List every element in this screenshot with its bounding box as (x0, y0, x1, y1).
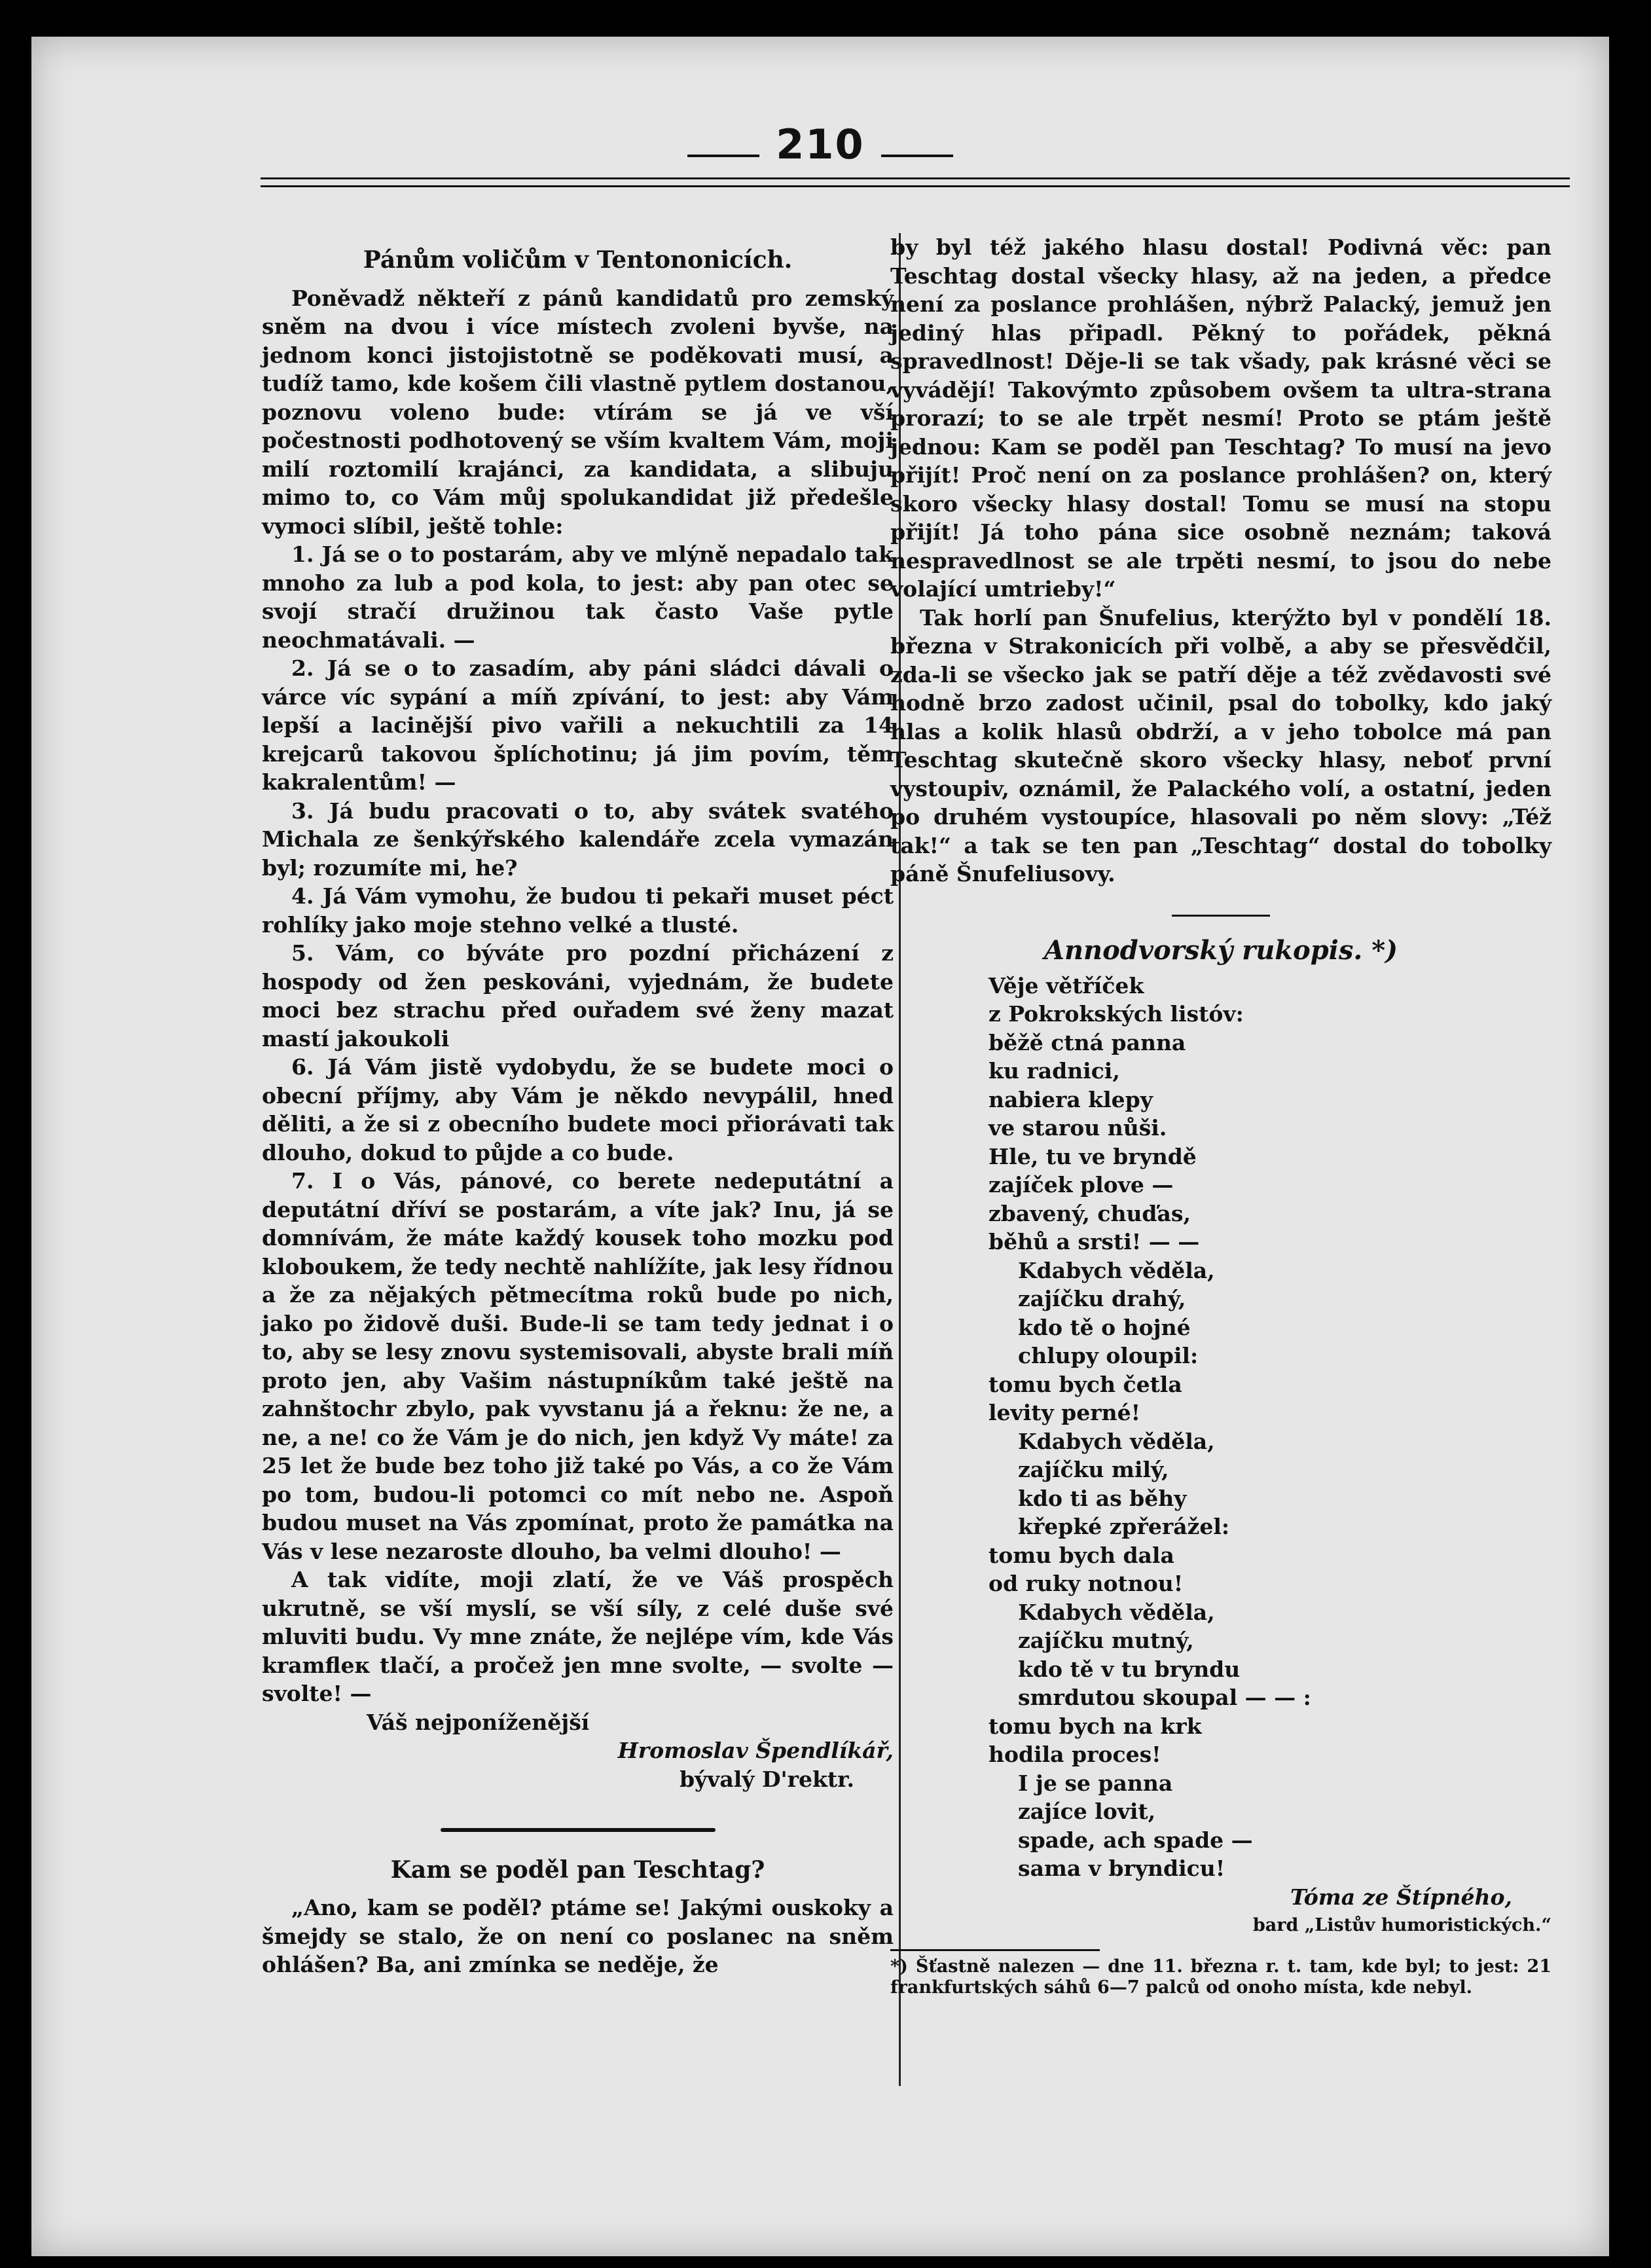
poem-line: ku radnici, (989, 1058, 1120, 1084)
signature-name: Hromoslav Špendlíkář, (617, 1738, 894, 1763)
poem-line: tomu bych na krk (989, 1713, 1202, 1739)
poem-line: z Pokrokských listóv: (989, 1001, 1244, 1027)
small-ornament (890, 895, 1551, 924)
poem-line: tomu bych dala (989, 1542, 1174, 1568)
poem-line: zajíček plove — (989, 1172, 1174, 1198)
poem-line: levity perné! (989, 1400, 1141, 1425)
list-item: 7. I o Vás, pánové, co berete nedeputátní a deputátní dříví se postarám, a víte jak? Inu, já se domnívám, že máte každý kousek toho mozku pod kloboukem, že tedy nechtě nahlížíte, jak lesy řídnou a že za nějakých pětmecítma roků bude po nich, jako po židově duši. Bude-li se tam tedy jednat i o to, aby se lesy znovu systemisovali, abyste brali míň proto jen, aby Vašim nástupníkům také ještě na zahnštochr zbylo, pak vyvstanu já a řeknu: že ne, a ne, a ne! co že Vám je do nich, jen když Vy máte! za 25 let že bude bez toho již také po Vás, a co že Vám po tom, budou-li potomci co mít nebo ne. Aspoň budou muset na Vás zpomínat, proto že památka na Vás v lese nezaroste dlouho, ba velmi dlouho! — (262, 1168, 894, 1564)
left-column (262, 233, 894, 1979)
poem-title: Annodvorský rukopis. *) (1043, 935, 1398, 966)
newspaper-page (31, 37, 1609, 2256)
header-dash-left (687, 155, 759, 157)
poem-signature: Tóma ze Štípného, (1290, 1884, 1512, 1910)
header-dash-right (881, 155, 953, 157)
poem-line: Věje větříček (989, 972, 1144, 998)
poem-line: smrdutou skoupal — — : (1018, 1685, 1311, 1710)
list-item: 3. Já budu pracovati o to, aby svátek svatého Michala ze šenkýřského kalendáře zcela vymazán byl; rozumíte mi, he? (262, 797, 894, 881)
header-rule (261, 177, 1570, 187)
footnote: *) Šťastně nalezen — dne 11. března r. t. tam, kde byl; to jest: 21 frankfurtských sáhů 6—7 palců od onoho místa, kde nebyl. (890, 1956, 1551, 1998)
poem-signature-title: bard „Listův humoristických.“ (1252, 1915, 1551, 1935)
poem-line: zajíčku milý, (1018, 1457, 1169, 1482)
list-item: 5. Vám, co býváte pro pozdní přicházení z hospody od žen peskováni, vyjednám, že budete moci bez strachu před ouřadem své ženy mazat mastí jakoukoli (262, 940, 894, 1052)
poem-line: zajíčku mutný, (1018, 1628, 1194, 1653)
poem-line: zajíce lovit, (1018, 1799, 1156, 1824)
page-header (31, 109, 1609, 181)
list-item: 6. Já Vám jistě vydobydu, že se budete moci o obecní příjmy, aby Vám je někdo nevypálil, hned děliti, a že si z obecního budete moci přiorávati tak dlouho, dokud to půjde a co bude. (262, 1054, 894, 1165)
page-number: 210 (776, 120, 865, 168)
paragraph: A tak vidíte, moji zlatí, že ve Váš prospěch ukrutně, se vší myslí, se vší síly, z celé duše své mluviti budu. Vy mne znáte, že nejlépe vím, kde Vás kramfleк tlačí, a pročež jen mne svolte, — svolte — svolte! — (262, 1567, 894, 1706)
poem-line: kdo tě o hojné (1018, 1314, 1191, 1340)
poem-line: zbavený, chuďas, (989, 1200, 1191, 1226)
paragraph: „Ano, kam se poděl? ptáme se! Jakými ouskoky a šmejdy se stalo, že on není co poslanec na sněm ohlášen? Ba, ani zmínka se neděje, že (262, 1895, 894, 1977)
poem (989, 972, 1551, 1883)
poem-line: kdo tě v tu bryndu (1018, 1656, 1241, 1682)
poem-line: kdo ti as běhy (1018, 1485, 1187, 1511)
article-title-voters: Pánům voličům v Tentononicích. (363, 246, 793, 274)
poem-line: Hle, tu ve bryndě (989, 1143, 1197, 1169)
poem-line: běhů a srsti! — — (989, 1229, 1200, 1254)
footnote-rule (890, 1949, 1100, 1951)
paragraph: Poněvadž někteří z pánů kandidatů pro zemský sněm na dvou i více místech zvoleni byvše, na jednom konci jistojistotně se poděkovati musí, a tudíž tamo, kde košem čili vlastně pytlem dostanou, poznovu voleno bude: vtírám se já ve vší počestnosti podhotovený se vším kvaltem Vám, moji milí roztomilí krajánci, za kandidata, a slibuju mimo to, co Vám můj spolukandidat již předešle vymoci slíbil, ještě tohle: (262, 285, 894, 539)
poem-line: od ruky notnou! (989, 1571, 1184, 1596)
poem-line: Kdabych věděla, (1018, 1599, 1215, 1625)
poem-line: Kdabych věděla, (1018, 1428, 1215, 1454)
poem-line: sama v bryndicu! (1018, 1856, 1225, 1881)
poem-line: chlupy oloupil: (1018, 1343, 1199, 1368)
article-title-teschtag: Kam se poděl pan Teschtag? (390, 1856, 765, 1884)
list-item: 4. Já Vám vymohu, že budou ti pekaři muset péct rohlíky jako moje stehno velké a tlusté. (262, 883, 894, 938)
signature-line: Váš nejponíženější (367, 1709, 590, 1735)
poem-line: Kdabych věděla, (1018, 1257, 1215, 1283)
right-column (890, 233, 1551, 1998)
ornament-divider (262, 1810, 894, 1839)
list-item: 2. Já se o to zasadím, aby páni sládci dávali o várce víc sypání a míň zpívání, to jest: aby Vám lepší a lacinější pivo vařili a nekuchtili za 14 krejcarů takovou šplíchotinu; já jim povím, těm kakralentům! — (262, 655, 894, 795)
poem-line: nabiera klepy (989, 1086, 1153, 1112)
poem-line: tomu bych četla (989, 1371, 1182, 1397)
poem-line: křepké zpřerážel: (1018, 1514, 1230, 1539)
poem-line: hodila proces! (989, 1742, 1161, 1767)
poem-line: ve starou nůši. (989, 1115, 1167, 1141)
paragraph: by byl též jakého hlasu dostal! Podivná věc: pan Teschtag dostal všecky hlasy, až na jeden, a předce není za poslance prohlášen, nýbrž Palacký, jemuž jen jediný hlas připadl. Pěkný to pořádek, pěkná spravedlnost! Děje-li se tak všady, pak krásné věci se vyvádějí! Takovýmto způsobem ovšem ta ultra-strana prorazí; to se ale trpět nesmí! Proto se ptám ještě jednou: Kam se poděl pan Teschtag? To musí na jevo přijít! Proč není on za poslance prohlášen? on, který skoro všecky hlasy dostal! Tomu se musí na stopu přijít! Já toho pána sice osobně neznám; taková nespravedlnost se ale trpěti nesmí, to jsou do nebe volající umtrieby!“ (890, 234, 1551, 602)
signature-title: bývalý D'rektr. (679, 1766, 854, 1792)
poem-line: zajíčku drahý, (1018, 1286, 1186, 1311)
poem-line: běžě ctná panna (989, 1029, 1186, 1055)
poem-line: spade, ach spade — (1018, 1827, 1253, 1853)
paragraph: Tak horlí pan Šnufelius, kterýžto byl v pondělí 18. března v Strakonicích při volbě, a aby se přesvědčil, zda-li se všecko jak se patří děje a též zvědavosti své hodně brzo zadost učinil, psal do tobolky, kdo jaký hlas a kolik hlasů obdrží, a v jeho tobolce má pan Teschtag skutečně skoro všecky hlasy, neboť první vystoupiv, oznámil, že Palackého volí, a ostatní, jeden po druhém vystoupíce, hlasovali po něm slovy: „Též tak!“ a tak se ten pan „Teschtag“ dostal do tobolky páně Šnufeliusovy. (890, 604, 1551, 887)
poem-line: I je se panna (1018, 1770, 1173, 1796)
list-item: 1. Já se o to postarám, aby ve mlýně nepadalo tak mnoho za lub a pod kola, to jest: aby pan otec se svojí stračí družinou tak často Vaše pytle neochmatávali. — (262, 541, 894, 653)
